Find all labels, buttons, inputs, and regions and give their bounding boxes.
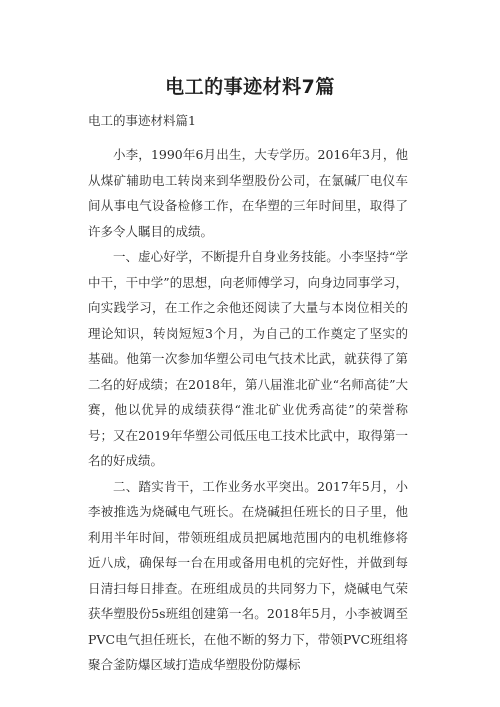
document-title: 电工的事迹材料7篇 bbox=[165, 76, 335, 98]
paragraph: 二、踏实肯干，工作业务水平突出。2017年5月，小李被推选为烧碱电气班长。在烧碱担任班长的日子里，他利用半年时间，带领班组成员把属地范围内的电机维修将近八成，确保每一台在用或备用电机的完好性，并做到每日清扫每日排查。在班组成员的共同努力下，烧碱电气荣获华塑股份5s班组创建第一名。2018年5月，小李被调至PVC电气担任班长，在他不断的努力下，带领PVC班组将聚合釜防爆区域打造成华塑股份防爆标 bbox=[88, 478, 408, 672]
paragraph: 一、虚心好学，不断提升自身业务技能。小李坚持“学中干，干中学”的思想，向老师傅学习，向身边同事学习，向实践学习，在工作之余他还阅读了大量与本岗位相关的理论知识，转岗短短3个月，为自己的工作奠定了坚实的基础。他第一次参加华塑公司电气技术比武，就获得了第二名的好成绩；在2018年，第八届淮北矿业“名师高徒”大赛，他以优异的成绩获得“淮北矿业优秀高徒”的荣誉称号；又在2019年华塑公司低压电工技术比武中，取得第一名的好成绩。 bbox=[88, 249, 408, 468]
document-body bbox=[88, 111, 408, 678]
section-subtitle: 电工的事迹材料篇1 bbox=[88, 113, 196, 128]
paragraph: 小李，1990年6月出生，大专学历。2016年3月，他从煤矿辅助电工转岗来到华塑股份公司，在氯碱厂电仪车间从事电气设备检修工作，在华塑的三年时间里，取得了许多令人瞩目的成绩。 bbox=[88, 147, 408, 239]
